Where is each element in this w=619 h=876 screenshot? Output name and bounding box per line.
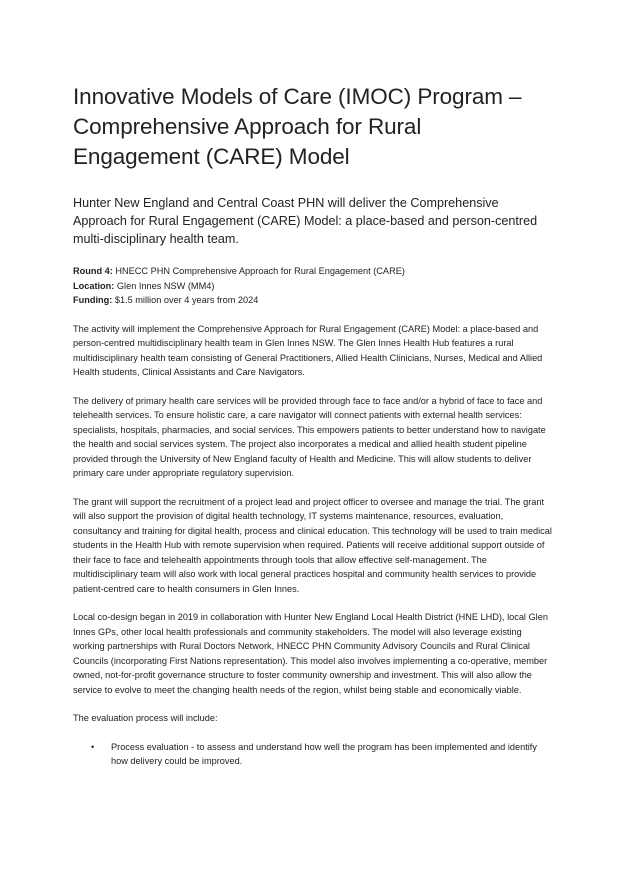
page-title: Innovative Models of Care (IMOC) Program – Comprehensive Approach for Rural Engagement (CARE) Model (73, 84, 522, 169)
paragraph-activity: The activity will implement the Comprehensive Approach for Rural Engagement (CARE) Model: a place-based and person-centred multidisciplinary health team in Glen Innes NSW. The Glen Innes Health Hub features a rural multidisciplinary health team consisting of General Practitioners, Allied Health Clinicians, Nurses, Medical and Allied Health students, Clinical Assistants and Care Navigators. (73, 323, 543, 377)
intro-paragraph: Hunter New England and Central Coast PHN will deliver the Comprehensive Approach for Rural Engagement (CARE) Model: a place-based and person-centred multi-disciplinary health team. (73, 196, 538, 246)
evaluation-list (73, 740, 553, 769)
funding-line (73, 293, 553, 308)
grant-details (73, 264, 553, 308)
list-item-text: Process evaluation - to assess and understand how well the program has been implemented and identify how delivery could be improved. (111, 741, 537, 766)
funding-label: Funding: (73, 295, 113, 305)
funding-value: $1.5 million over 4 years from 2024 (112, 295, 259, 305)
document-page (73, 82, 553, 769)
round-line (73, 264, 553, 279)
location-line (73, 279, 553, 294)
round-label: Round 4: (73, 266, 113, 276)
location-label: Location: (73, 280, 115, 291)
paragraph-codesign: Local co-design began in 2019 in collaboration with Hunter New England Local Health District (HNE LHD), local Glen Innes GPs, other local health professionals and community stakeholders. The model will also leverage existing working partnerships with Rural Doctors Network, HNECC PHN Community Advisory Councils and Rural Clinical Councils (incorporating First Nations representation). This model also involves implementing a co-operative, member owned, not-for-profit governance structure to foster community ownership and investment. This will also allow the service to evolve to meet the changing health needs of the region, whilst being stable and economically viable. (73, 612, 548, 695)
paragraph-delivery: The delivery of primary health care services will be provided through face to face and/or a hybrid of face to face and telehealth services. To ensure holistic care, a care navigator will connect patients with external health services: specialists, hospitals, pharmacies, and social services. This empowers patients to better understand how to navigate the health and social services system. The project also incorporates a medical and allied health student pipeline provided through the University of New England faculty of Health and Medicine. This will allow students to deliver primary care under appropriate regulatory supervision. (73, 395, 546, 478)
bullet-icon: • (91, 741, 95, 752)
list-item (73, 740, 553, 769)
location-value: Glen Innes NSW (MM4) (114, 280, 215, 291)
paragraph-grant: The grant will support the recruitment of a project lead and project officer to oversee and manage the trial. The grant will also support the provision of digital health technology, IT systems maintenance, resources, evaluation, consultancy and training for digital health, process and clinical education. This technology will be used to train medical students in the Health Hub with remote supervision when required. Patients will receive additional support outside of their face to face and telehealth appointments through tools that allow effective self-management. The multidisciplinary team will also work with local general practices hospital and community health services to provide patient-centred care to health consumers in Glen Innes. (73, 496, 552, 594)
round-value: HNECC PHN Comprehensive Approach for Rural Engagement (CARE) (112, 266, 405, 276)
paragraph-evaluation-intro: The evaluation process will include: (73, 713, 218, 723)
